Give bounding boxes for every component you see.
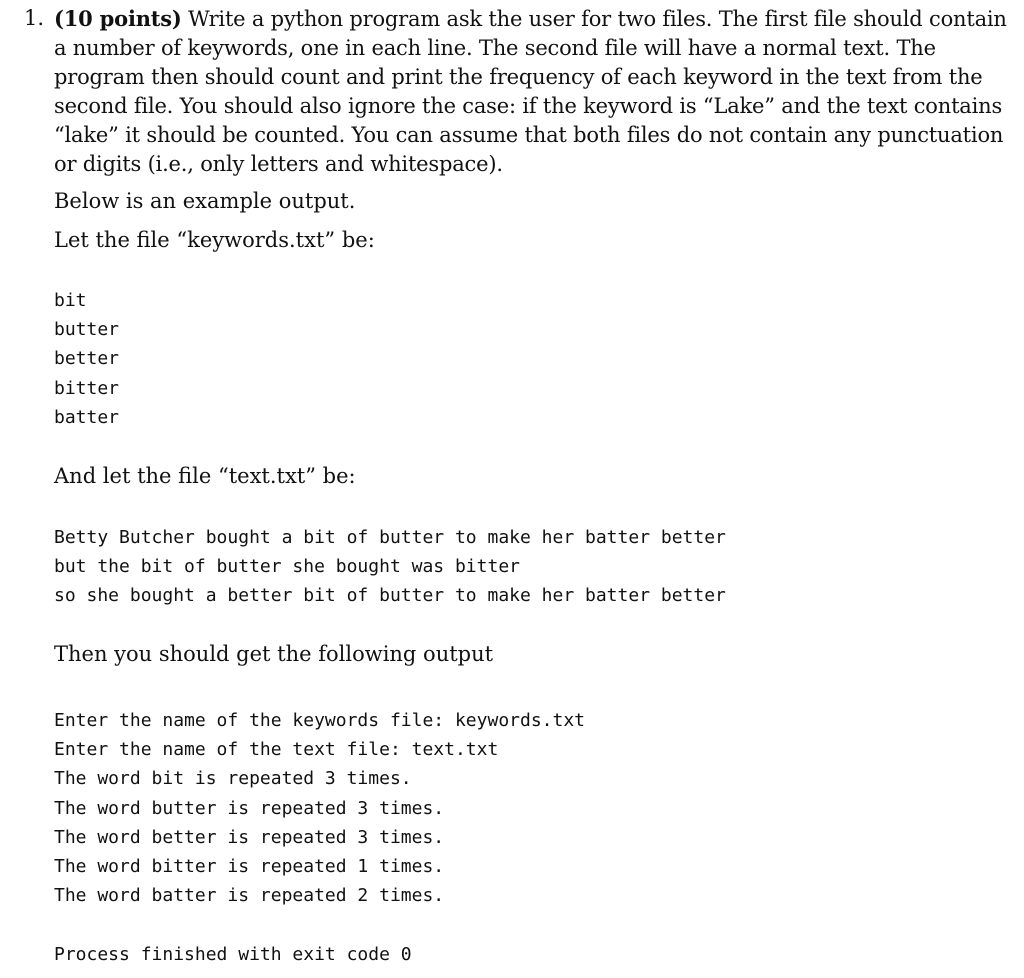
- problem-points: (10 points): [54, 6, 182, 31]
- output-line: The word bit is repeated 3 times.: [54, 768, 412, 790]
- keywords-file-block: [54, 286, 119, 432]
- output-intro: Then you should get the following output: [54, 642, 494, 666]
- text-line: Betty Butcher bought a bit of butter to make her batter better: [54, 527, 726, 548]
- keywords-intro: Let the file “keywords.txt” be:: [54, 228, 375, 252]
- output-line: [54, 910, 585, 939]
- problem-1: [24, 4, 1016, 179]
- text-line: but the bit of butter she bought was bitter: [54, 556, 520, 578]
- output-line: The word batter is repeated 2 times.: [54, 885, 445, 907]
- text-line: so she bought a better bit of butter to make her batter better: [54, 585, 726, 607]
- output-line: The word bitter is repeated 1 times.: [54, 855, 445, 877]
- problem-statement-text: Write a python program ask the user for two files. The first file should contain a number of keywords, one in each line. The second file will have a normal text. The program then should count and print the frequency of each keyword in the text from the second file. You should also ignore the case: if the keyword is “Lake” and the text contains “lake” it should be counted. You can assume that both files do not contain any punctuation or digits (i.e., only letters and whitespace).: [54, 7, 1007, 176]
- text-intro: And let the file “text.txt” be:: [54, 464, 356, 488]
- problem-statement: [54, 4, 1016, 179]
- keyword-line: better: [54, 348, 120, 370]
- keyword-line: butter: [54, 319, 120, 341]
- output-line: The word better is repeated 3 times.: [54, 826, 445, 848]
- output-line: Enter the name of the text file: text.txt: [54, 739, 499, 761]
- output-line: The word butter is repeated 3 times.: [54, 797, 445, 819]
- program-output-block: [54, 706, 585, 969]
- example-intro: Below is an example output.: [54, 189, 356, 213]
- output-line: Enter the name of the keywords file: keywords.txt: [54, 710, 586, 731]
- output-line: Process finished with exit code 0: [54, 943, 412, 965]
- keyword-line: bit: [54, 290, 87, 311]
- keyword-line: bitter: [54, 377, 120, 399]
- keyword-line: batter: [54, 406, 120, 428]
- text-file-block: [54, 523, 726, 611]
- problem-number: 1.: [24, 6, 45, 30]
